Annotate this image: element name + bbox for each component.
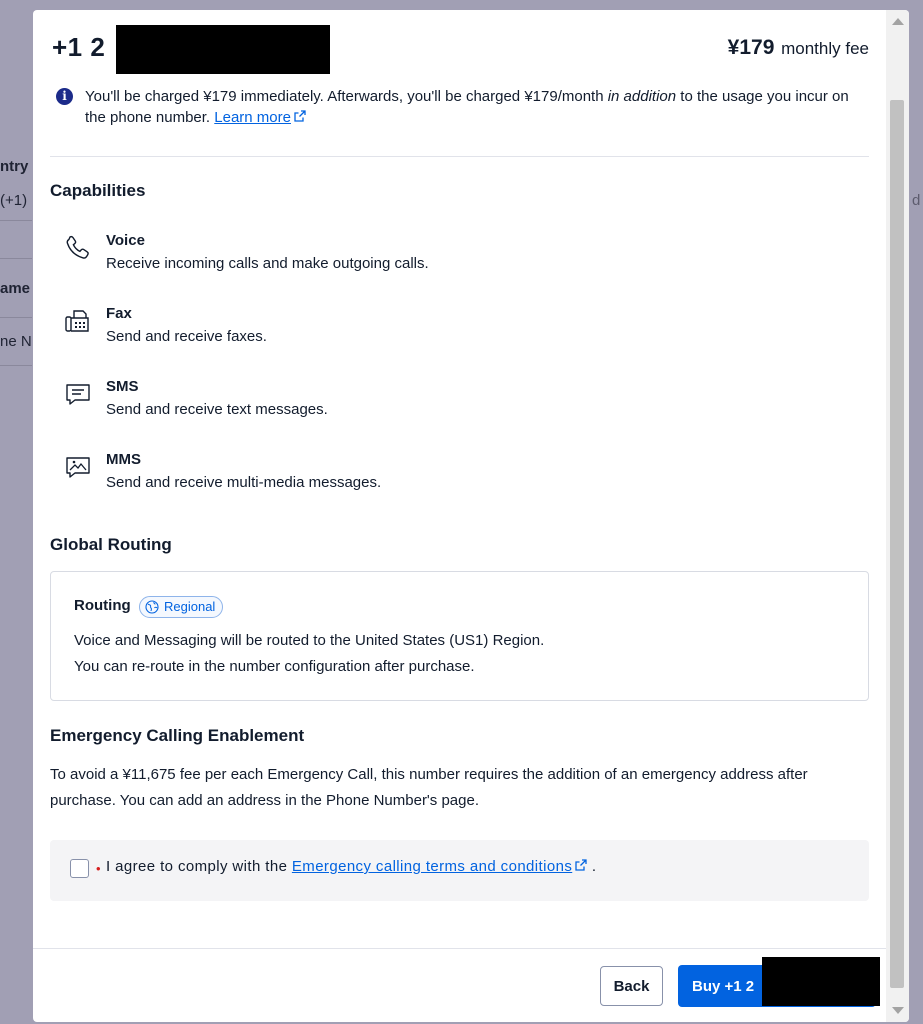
bg-country-cell: (+1) (0, 192, 28, 209)
routing-line: Voice and Messaging will be routed to the United States (US1) Region. (74, 632, 545, 649)
required-indicator: • (96, 861, 101, 876)
bg-divider (0, 258, 32, 259)
buy-number-modal (33, 10, 909, 1022)
scroll-up-arrow-icon[interactable] (892, 18, 904, 25)
capabilities-heading: Capabilities (50, 181, 146, 200)
badge-label: Regional (164, 599, 216, 614)
modal-scrollbar[interactable] (886, 10, 909, 1022)
fax-icon (63, 306, 93, 336)
phone-icon (63, 233, 93, 263)
learn-more-link[interactable]: Learn more (214, 109, 291, 126)
routing-description (74, 628, 544, 680)
globe-icon (145, 600, 159, 614)
buy-number-button[interactable]: Buy +1 2 (678, 965, 876, 1007)
routing-card (50, 571, 869, 701)
charge-notice-text (85, 86, 866, 129)
charge-notice (56, 86, 866, 129)
capability-description: Send and receive faxes. (106, 328, 267, 345)
emergency-description: To avoid a ¥11,675 fee per each Emergency Call, this number requires the addition of an emergency address after purchase. You can add an address in the Phone Number's page. (50, 766, 808, 809)
capability-title: Voice (106, 232, 145, 249)
redaction-box (116, 25, 330, 74)
capability-voice (63, 231, 763, 274)
mms-icon (63, 452, 93, 482)
info-icon: i (56, 88, 73, 105)
section-divider (50, 156, 869, 157)
notice-emphasis: in addition (607, 88, 677, 105)
capability-title: Fax (106, 305, 132, 322)
capability-fax (63, 304, 763, 347)
agreement-panel (50, 840, 869, 901)
capability-description: Send and receive multi-media messages. (106, 474, 382, 491)
capability-description: Receive incoming calls and make outgoing calls. (106, 255, 429, 272)
redaction-box (762, 957, 880, 1006)
notice-text-part: to the usage you incur on the phone number. (85, 88, 849, 126)
bg-divider (0, 365, 32, 366)
phone-number-title: +1 2 (52, 32, 106, 62)
scroll-thumb[interactable] (890, 100, 904, 988)
bg-divider (0, 220, 32, 221)
bg-name-cell: ne N (0, 333, 32, 350)
capability-description: Send and receive text messages. (106, 401, 328, 418)
capability-title: SMS (106, 378, 139, 395)
monthly-fee (728, 36, 869, 60)
external-link-icon (294, 108, 306, 129)
notice-text-part: You'll be charged ¥179 immediately. Afterwards, you'll be charged ¥179/month (85, 88, 608, 105)
global-routing-heading: Global Routing (50, 535, 172, 554)
footer-divider (33, 948, 886, 949)
fee-label: monthly fee (781, 39, 869, 58)
routing-label: Routing (74, 597, 131, 614)
sms-icon (63, 379, 93, 409)
capability-title: MMS (106, 451, 141, 468)
routing-line: You can re-route in the number configuration after purchase. (74, 658, 475, 675)
fee-amount: ¥179 (727, 36, 775, 59)
bg-divider (0, 317, 32, 318)
capability-sms (63, 377, 763, 420)
modal-scroll-area[interactable] (33, 10, 886, 957)
agree-suffix: . (591, 858, 597, 875)
agree-checkbox[interactable] (70, 859, 89, 878)
scroll-down-arrow-icon[interactable] (892, 1007, 904, 1014)
bg-column-header-country: ntry (0, 158, 29, 175)
bg-column-header-name: ame (0, 280, 31, 297)
back-button[interactable]: Back (600, 966, 663, 1006)
bg-right-cell: d (912, 192, 921, 209)
capability-mms (63, 450, 763, 493)
external-link-icon (575, 859, 587, 874)
emergency-terms-link[interactable]: Emergency calling terms and conditions (291, 858, 573, 875)
regional-badge (139, 596, 223, 618)
emergency-heading: Emergency Calling Enablement (50, 726, 305, 745)
agree-prefix: I agree to comply with the (106, 858, 292, 875)
agree-label (106, 858, 596, 875)
